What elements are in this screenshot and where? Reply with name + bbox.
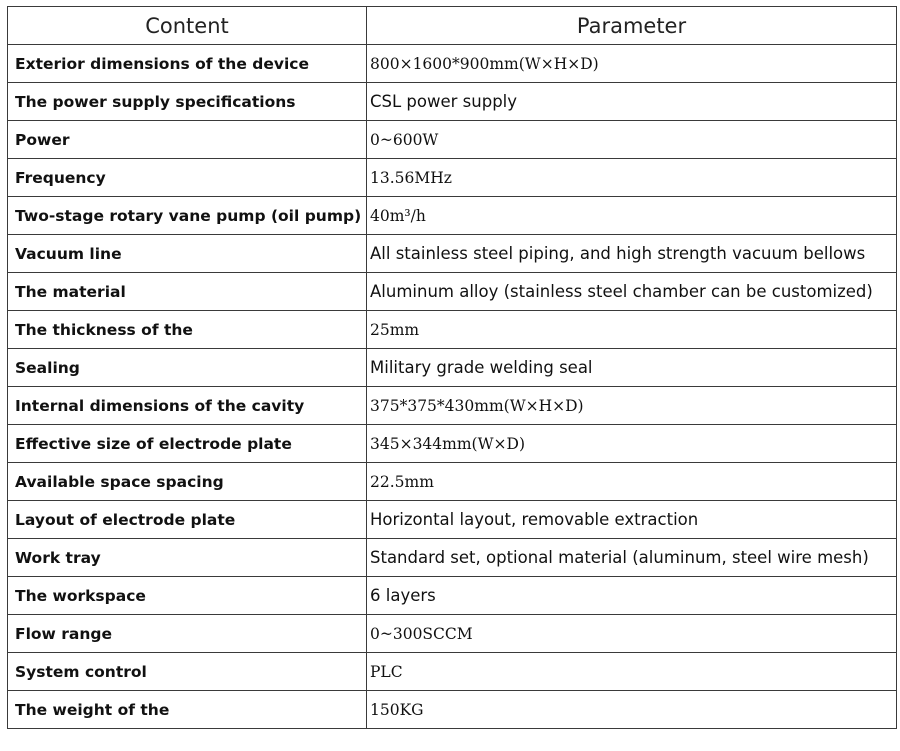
table-row <box>8 653 897 691</box>
row-parameter-cell: Military grade welding seal <box>367 349 897 387</box>
table-row <box>8 539 897 577</box>
table-row <box>8 387 897 425</box>
row-content-cell: Work tray <box>8 539 367 577</box>
row-parameter-cell: 6 layers <box>367 577 897 615</box>
table-row <box>8 83 897 121</box>
row-parameter-cell: 0~600W <box>367 121 897 159</box>
table-row <box>8 425 897 463</box>
row-content-cell: The power supply specifications <box>8 83 367 121</box>
row-content-cell: Flow range <box>8 615 367 653</box>
row-content-cell: Power <box>8 121 367 159</box>
row-parameter-cell: 345×344mm(W×D) <box>367 425 897 463</box>
row-parameter-cell: 0~300SCCM <box>367 615 897 653</box>
header-content: Content <box>8 7 367 45</box>
spec-table <box>7 6 897 729</box>
table-row <box>8 311 897 349</box>
table-row <box>8 615 897 653</box>
row-parameter-cell: All stainless steel piping, and high strength vacuum bellows <box>367 235 897 273</box>
table-row <box>8 273 897 311</box>
row-parameter-cell: CSL power supply <box>367 83 897 121</box>
table-row <box>8 691 897 729</box>
row-content-cell: Available space spacing <box>8 463 367 501</box>
table-row <box>8 235 897 273</box>
row-content-cell: Layout of electrode plate <box>8 501 367 539</box>
row-parameter-cell: Horizontal layout, removable extraction <box>367 501 897 539</box>
row-parameter-cell: 375*375*430mm(W×H×D) <box>367 387 897 425</box>
table-row <box>8 501 897 539</box>
row-content-cell: The workspace <box>8 577 367 615</box>
table-row <box>8 463 897 501</box>
row-parameter-cell: Aluminum alloy (stainless steel chamber can be customized) <box>367 273 897 311</box>
row-parameter-cell: 150KG <box>367 691 897 729</box>
row-content-cell: System control <box>8 653 367 691</box>
row-content-cell: Internal dimensions of the cavity <box>8 387 367 425</box>
row-parameter-cell: 22.5mm <box>367 463 897 501</box>
row-content-cell: Exterior dimensions of the device <box>8 45 367 83</box>
row-content-cell: Effective size of electrode plate <box>8 425 367 463</box>
row-parameter-cell: 13.56MHz <box>367 159 897 197</box>
row-content-cell: Sealing <box>8 349 367 387</box>
row-content-cell: Frequency <box>8 159 367 197</box>
row-parameter-cell: 25mm <box>367 311 897 349</box>
table-row <box>8 121 897 159</box>
row-content-cell: The weight of the <box>8 691 367 729</box>
header-row <box>8 7 897 45</box>
table-row <box>8 197 897 235</box>
row-parameter-cell: 40m³/h <box>367 197 897 235</box>
table-row <box>8 45 897 83</box>
table-row <box>8 577 897 615</box>
row-content-cell: Two-stage rotary vane pump (oil pump) <box>8 197 367 235</box>
header-parameter: Parameter <box>367 7 897 45</box>
row-content-cell: The thickness of the <box>8 311 367 349</box>
row-content-cell: Vacuum line <box>8 235 367 273</box>
row-content-cell: The material <box>8 273 367 311</box>
row-parameter-cell: Standard set, optional material (aluminum, steel wire mesh) <box>367 539 897 577</box>
table-row <box>8 159 897 197</box>
row-parameter-cell: 800×1600*900mm(W×H×D) <box>367 45 897 83</box>
table-row <box>8 349 897 387</box>
row-parameter-cell: PLC <box>367 653 897 691</box>
